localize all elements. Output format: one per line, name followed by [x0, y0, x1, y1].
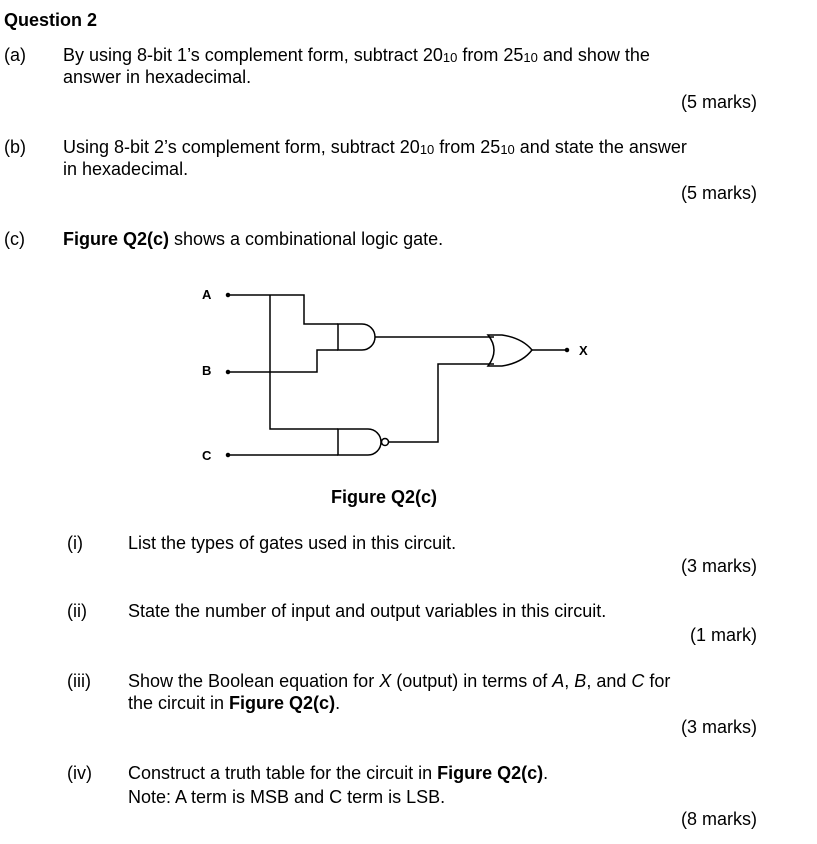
- nand-bubble: [382, 439, 389, 446]
- sub-iii-label: (iii): [67, 671, 91, 691]
- part-c-text-rest: shows a combinational logic gate.: [169, 229, 444, 249]
- part-a-label: (a): [4, 45, 26, 65]
- part-b-line1-post: and state the answer: [514, 137, 687, 157]
- sub-iii-sep1: ,: [564, 671, 575, 691]
- sub-iii-line2-post: .: [335, 693, 341, 713]
- part-a-sub2: 10: [523, 50, 538, 65]
- sub-iii-line2: [128, 692, 340, 714]
- sub-iii-mid1: (output) in terms of: [391, 671, 553, 691]
- part-b-line1-pre: Using 8-bit 2’s complement form, subtract 20: [63, 137, 420, 157]
- sub-ii-label: (ii): [67, 601, 87, 621]
- input-c-terminal: [227, 454, 230, 457]
- part-b-text: [63, 136, 687, 158]
- input-b-label: B: [202, 363, 212, 378]
- output-terminal: [566, 349, 569, 352]
- sub-iv-label: (iv): [67, 763, 92, 783]
- sub-iii-marks: (3 marks): [681, 717, 757, 737]
- and-gate: [338, 324, 375, 350]
- part-b-mid: from 25: [434, 137, 501, 157]
- part-a-marks: (5 marks): [681, 92, 757, 112]
- sub-i-marks: (3 marks): [681, 556, 757, 576]
- part-b-label: (b): [4, 137, 26, 157]
- output-x-label: X: [579, 343, 588, 358]
- var-b: B: [574, 671, 587, 691]
- part-b-line2: in hexadecimal.: [63, 159, 189, 179]
- figure-caption: Figure Q2(c): [331, 487, 438, 507]
- sub-iii-sep2: , and: [586, 671, 632, 691]
- nand-gate: [338, 429, 381, 455]
- sub-iv-line1-post: .: [543, 763, 549, 783]
- sub-iii-fig-ref: Figure Q2(c): [229, 693, 336, 713]
- part-c-fig-ref: Figure Q2(c): [63, 229, 170, 249]
- part-b-marks: (5 marks): [681, 183, 757, 203]
- wire-a: [230, 295, 338, 324]
- input-b-terminal: [227, 371, 230, 374]
- input-a-terminal: [227, 294, 230, 297]
- sub-iii-pre: Show the Boolean equation for: [128, 671, 380, 691]
- wire-nand-out: [389, 364, 494, 442]
- part-a-text: [63, 44, 650, 66]
- var-c: C: [631, 671, 645, 691]
- part-a-mid: from 25: [457, 45, 524, 65]
- wire-b: [230, 350, 338, 372]
- input-a-label: A: [202, 287, 212, 302]
- or-gate: [488, 335, 532, 366]
- input-c-label: C: [202, 448, 212, 463]
- sub-iii-line2-pre: the circuit in: [128, 693, 230, 713]
- sub-i-text: List the types of gates used in this circuit.: [128, 533, 457, 553]
- sub-iv-line1-pre: Construct a truth table for the circuit in: [128, 763, 438, 783]
- part-c-label: (c): [4, 229, 25, 249]
- part-b-sub1: 10: [419, 142, 435, 157]
- sub-iv-line2: Note: A term is MSB and C term is LSB.: [128, 787, 446, 807]
- part-a-line1-pre: By using 8-bit 1’s complement form, subtract 20: [63, 45, 443, 65]
- sub-iv-marks: (8 marks): [681, 809, 757, 829]
- question-heading: Question 2: [4, 10, 98, 30]
- logic-circuit-diagram: [190, 278, 610, 468]
- part-a-line2: answer in hexadecimal.: [63, 67, 252, 87]
- part-b-sub2: 10: [500, 142, 515, 157]
- sub-iii-post: for: [644, 671, 671, 691]
- sub-iv-fig-ref: Figure Q2(c): [437, 763, 544, 783]
- part-c-text: [63, 228, 443, 250]
- sub-iv-line1: [128, 762, 548, 784]
- part-a-line1-post: and show the: [537, 45, 650, 65]
- var-x: X: [379, 671, 392, 691]
- sub-i-label: (i): [67, 533, 83, 553]
- part-a-sub1: 10: [442, 50, 458, 65]
- var-a: A: [552, 671, 565, 691]
- sub-iii-line1: [128, 670, 670, 692]
- sub-ii-marks: (1 mark): [690, 625, 757, 645]
- sub-ii-text: State the number of input and output variables in this circuit.: [128, 601, 607, 621]
